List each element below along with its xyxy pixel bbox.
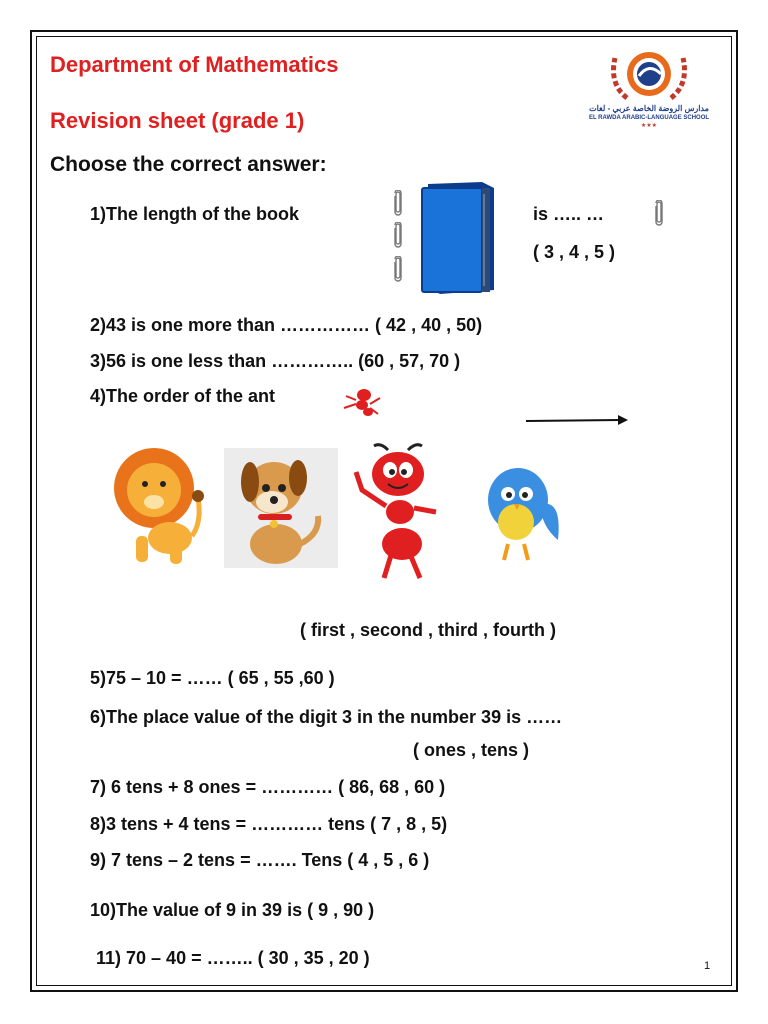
dog-icon: [224, 448, 338, 568]
question-4-text: 4)The order of the ant: [90, 386, 276, 406]
question-1-options: ( 3 , 4 , 5 ): [533, 242, 616, 262]
question-2: 2)43 is one more than …………… ( 42 , 40 , 50): [90, 315, 483, 335]
question-6-text: 6)The place value of the digit 3 in the number 39 is ……: [90, 707, 563, 727]
paperclip-icon: [654, 200, 664, 226]
question-1-is: is ….. …: [533, 204, 605, 224]
question-11: 11) 70 – 40 = …….. ( 30 , 35 , 20 ): [96, 948, 370, 968]
instruction: Choose the correct answer:: [50, 153, 327, 176]
question-10: 10)The value of 9 in 39 is ( 9 , 90 ): [90, 900, 375, 920]
question-1-text: 1)The length of the book: [90, 204, 299, 224]
school-logo: [575, 44, 723, 130]
paperclip-icon: [393, 256, 403, 282]
school-logo-icon: [575, 44, 723, 106]
ant-icon: [342, 386, 382, 416]
logo-english: EL RAWDA ARABIC-LANGUAGE SCHOOL: [588, 115, 710, 121]
question-6-options: ( ones , tens ): [413, 740, 530, 760]
question-4-options: ( first , second , third , fourth ): [300, 620, 556, 640]
arrow-icon: [524, 413, 630, 427]
question-8: 8)3 tens + 4 tens = ………… tens ( 7 , 8 , 5): [90, 814, 448, 834]
paperclip-icon: [393, 222, 403, 248]
ant-large-icon: [350, 440, 450, 584]
department-heading: Department of Mathematics: [50, 52, 339, 77]
question-3: 3)56 is one less than ………….. (60 , 57, 70 ): [90, 351, 461, 371]
book-icon: [418, 180, 498, 296]
question-7: 7) 6 tens + 8 ones = ………… ( 86, 68 , 60 ): [90, 777, 446, 797]
sheet-title: Revision sheet (grade 1): [50, 108, 305, 133]
paperclip-icon: [393, 190, 403, 216]
question-5: 5)75 – 10 = …… ( 65 , 55 ,60 ): [90, 668, 335, 688]
question-9: 9) 7 tens – 2 tens = ……. Tens ( 4 , 5 , 6 ): [90, 850, 430, 870]
lion-icon: [108, 440, 212, 570]
page-number: 1: [704, 960, 711, 972]
logo-arabic: مدارس الروضة الخاصة عربي - لغات: [589, 104, 709, 113]
logo-stars: ★★★: [640, 123, 658, 129]
bird-icon: [480, 460, 564, 566]
